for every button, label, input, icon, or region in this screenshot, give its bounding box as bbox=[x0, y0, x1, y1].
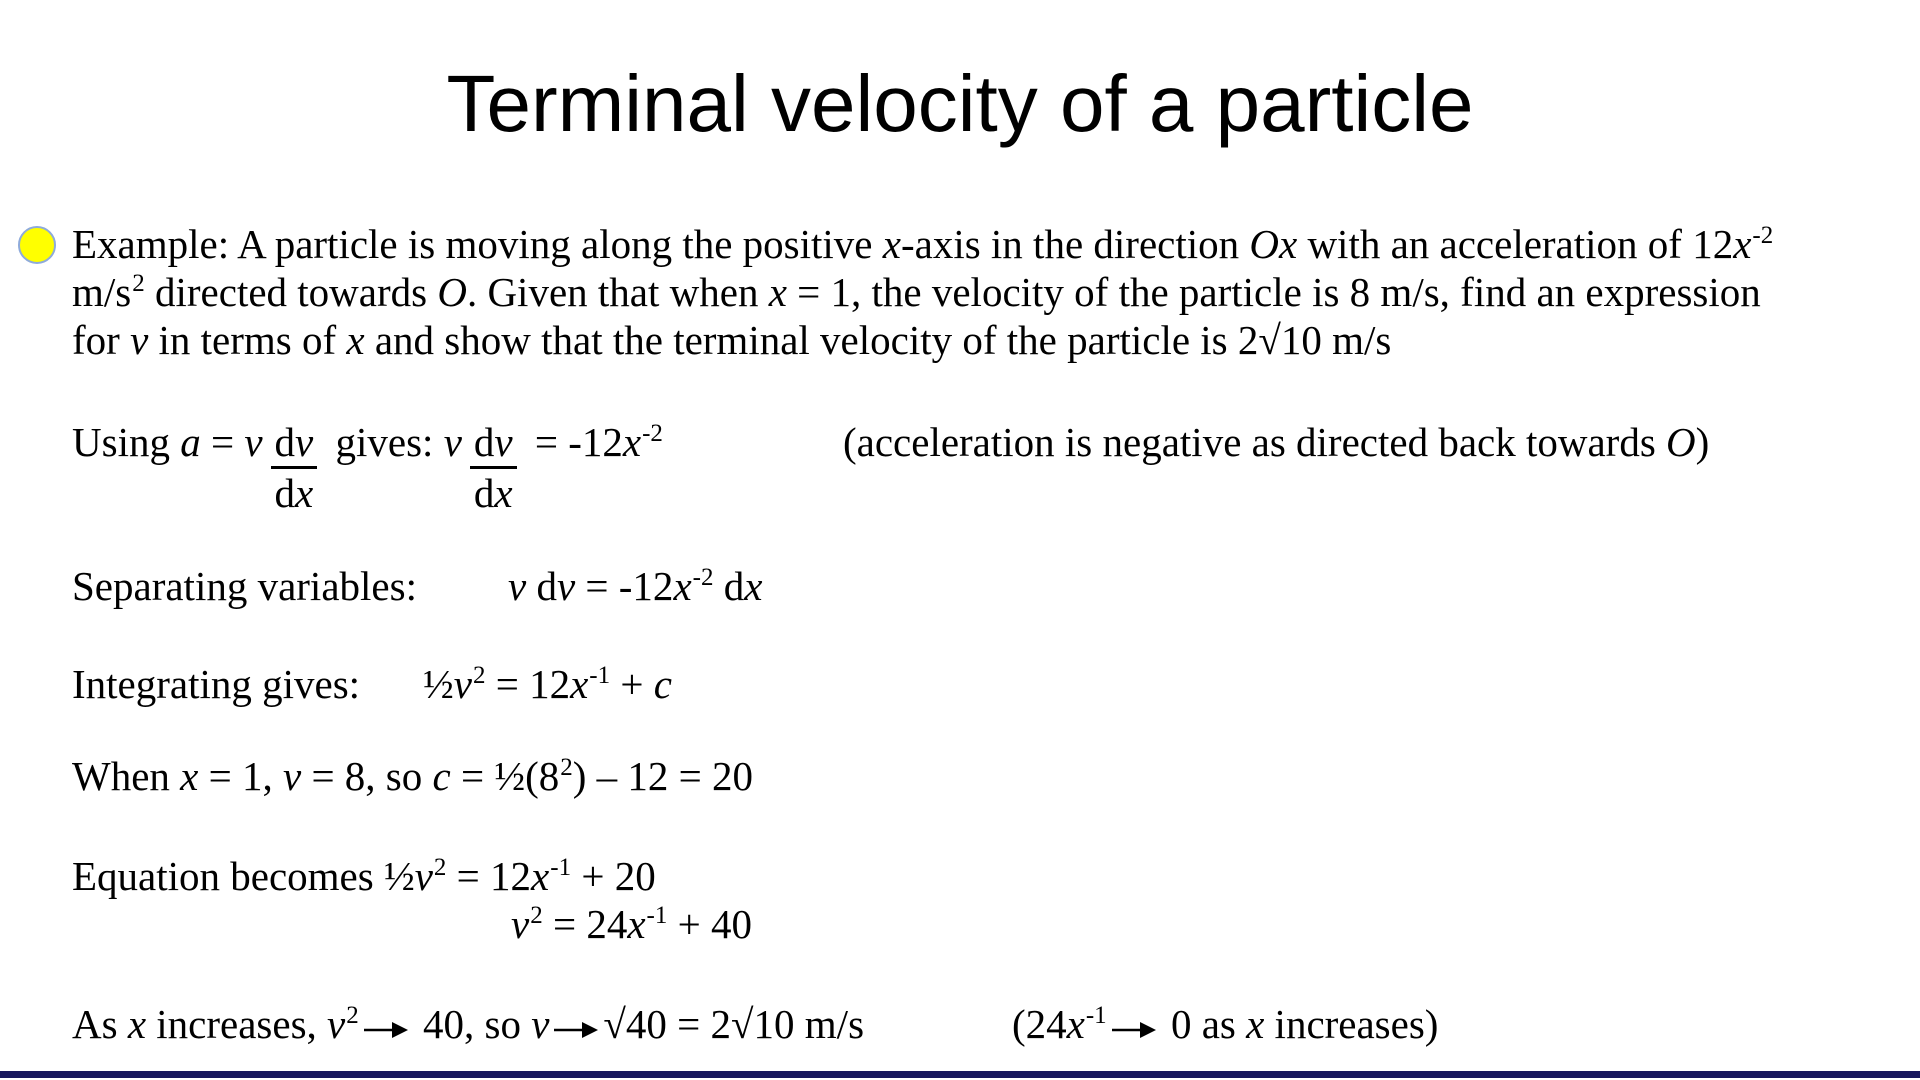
var-x: x bbox=[494, 470, 513, 516]
var-c: c bbox=[432, 753, 451, 799]
var-x: x bbox=[346, 317, 365, 363]
text-run: d bbox=[274, 470, 296, 516]
exponent: -1 bbox=[646, 902, 668, 929]
text-run: ) bbox=[1695, 419, 1710, 465]
fraction-dv-dx bbox=[271, 418, 318, 517]
fraction-numerator bbox=[470, 418, 517, 466]
var-x: x bbox=[744, 563, 763, 609]
text-run: = 12 bbox=[446, 853, 532, 899]
var-ox: Ox bbox=[1249, 221, 1298, 267]
var-v: v bbox=[494, 419, 513, 465]
text-run: √40 = 2√10 m/s bbox=[603, 1001, 865, 1047]
exponent: -1 bbox=[1085, 1002, 1107, 1029]
exponent: 2 bbox=[530, 902, 543, 929]
exponent: 2 bbox=[560, 754, 573, 781]
var-v: v bbox=[531, 1001, 550, 1047]
text-run: = -12 bbox=[575, 563, 674, 609]
text-run: = 12 bbox=[485, 661, 571, 707]
exponent: -2 bbox=[692, 564, 714, 591]
text-run: -axis in the direction bbox=[900, 221, 1250, 267]
text-run: d bbox=[274, 419, 296, 465]
var-v: v bbox=[511, 901, 530, 947]
example-paragraph-line-2 bbox=[72, 268, 1761, 323]
var-v: v bbox=[443, 419, 462, 465]
var-x: x bbox=[1733, 221, 1752, 267]
exponent: 2 bbox=[472, 662, 486, 689]
text-run: = 1, the velocity of the particle is 8 m/s, find an expression bbox=[786, 269, 1761, 315]
var-x: x bbox=[1066, 1001, 1085, 1047]
text-run: directed towards bbox=[144, 269, 438, 315]
var-v: v bbox=[327, 1001, 346, 1047]
var-x: x bbox=[1246, 1001, 1265, 1047]
example-paragraph-line-3 bbox=[72, 316, 1391, 364]
text-run: (24 bbox=[1012, 1001, 1067, 1047]
var-v: v bbox=[244, 419, 263, 465]
arrow-right-icon bbox=[364, 1021, 408, 1039]
text-run: d bbox=[473, 419, 495, 465]
one-half: ½ bbox=[423, 661, 454, 707]
var-x: x bbox=[882, 221, 901, 267]
using-formula-line bbox=[72, 418, 663, 517]
var-v: v bbox=[414, 853, 433, 899]
var-o: O bbox=[1666, 419, 1696, 465]
fraction-numerator bbox=[271, 418, 318, 466]
var-x: x bbox=[531, 853, 550, 899]
var-x: x bbox=[127, 1001, 147, 1047]
var-x: x bbox=[295, 470, 314, 516]
fraction-dv-dx bbox=[470, 418, 517, 517]
text-run: with an acceleration of 12 bbox=[1297, 221, 1734, 267]
exponent: -2 bbox=[1752, 222, 1774, 249]
text-run: increases, bbox=[146, 1001, 328, 1047]
integrating-label: Integrating gives: bbox=[72, 661, 361, 707]
text-run: m/s bbox=[72, 269, 132, 315]
text-run: When bbox=[72, 753, 181, 799]
text-run: gives: bbox=[325, 419, 444, 465]
var-v: v bbox=[453, 661, 472, 707]
exponent: -1 bbox=[550, 854, 572, 881]
text-run: ) – 12 = 20 bbox=[572, 753, 754, 799]
separating-label: Separating variables: bbox=[72, 563, 417, 609]
var-v: v bbox=[130, 317, 149, 363]
example-paragraph-line-1 bbox=[72, 220, 1773, 275]
text-run: = -12 bbox=[524, 419, 623, 465]
text-run: d bbox=[526, 563, 557, 609]
text-run: Example: A particle is moving along the positive bbox=[72, 221, 883, 267]
text-run: increases) bbox=[1264, 1001, 1439, 1047]
text-run: = 24 bbox=[542, 901, 628, 947]
exponent: -2 bbox=[642, 420, 663, 447]
fraction-denominator bbox=[271, 466, 318, 517]
text-run: = bbox=[200, 419, 245, 465]
text-run: + 20 bbox=[571, 853, 656, 899]
text-run: Equation becomes ½ bbox=[72, 853, 415, 899]
var-v: v bbox=[295, 419, 314, 465]
integrating-formula bbox=[423, 660, 672, 715]
var-x: x bbox=[673, 563, 692, 609]
exponent: 2 bbox=[433, 854, 447, 881]
text-run: + 40 bbox=[667, 901, 752, 947]
bullet-marker-icon bbox=[18, 226, 56, 264]
text-run: = 1, bbox=[198, 753, 283, 799]
text-run: = 8, so bbox=[301, 753, 433, 799]
var-x: x bbox=[570, 661, 589, 707]
var-x: x bbox=[768, 269, 787, 315]
var-c: c bbox=[653, 661, 672, 707]
var-v: v bbox=[282, 753, 302, 799]
var-x: x bbox=[180, 753, 199, 799]
terminal-velocity-comment bbox=[1012, 1000, 1438, 1055]
exponent: 2 bbox=[346, 1002, 359, 1029]
when-line bbox=[72, 752, 753, 807]
text-run: and show that the terminal velocity of the particle is 2√10 m/s bbox=[364, 317, 1392, 363]
exponent: 2 bbox=[132, 270, 145, 297]
text-run: As bbox=[72, 1001, 128, 1047]
var-x: x bbox=[622, 419, 642, 465]
fraction-denominator bbox=[470, 466, 517, 517]
var-v: v bbox=[508, 563, 527, 609]
text-run: = ½(8 bbox=[450, 753, 560, 799]
using-comment bbox=[843, 418, 1709, 466]
var-o: O bbox=[437, 269, 467, 315]
text-run: 0 as bbox=[1160, 1001, 1247, 1047]
text-run: d bbox=[473, 470, 495, 516]
text-run: in terms of bbox=[148, 317, 347, 363]
exponent: -1 bbox=[589, 662, 611, 689]
equation-line-2 bbox=[511, 900, 752, 955]
equation-line-1 bbox=[72, 852, 656, 907]
separating-formula bbox=[508, 562, 762, 617]
text-run: 40, so bbox=[412, 1001, 532, 1047]
text-run: Using bbox=[72, 419, 181, 465]
text-run: d bbox=[713, 563, 745, 609]
text-run: for bbox=[72, 317, 131, 363]
var-a: a bbox=[180, 419, 201, 465]
var-v: v bbox=[556, 563, 576, 609]
text-run: . Given that when bbox=[466, 269, 769, 315]
slide-footer-bar bbox=[0, 1071, 1920, 1078]
terminal-velocity-line bbox=[72, 1000, 864, 1055]
slide-title: Terminal velocity of a particle bbox=[446, 59, 1474, 148]
arrow-right-icon bbox=[1112, 1021, 1156, 1039]
var-x: x bbox=[627, 901, 646, 947]
arrow-right-icon bbox=[554, 1021, 598, 1039]
text-run: + bbox=[610, 661, 654, 707]
text-run: (acceleration is negative as directed back towards bbox=[843, 419, 1667, 465]
